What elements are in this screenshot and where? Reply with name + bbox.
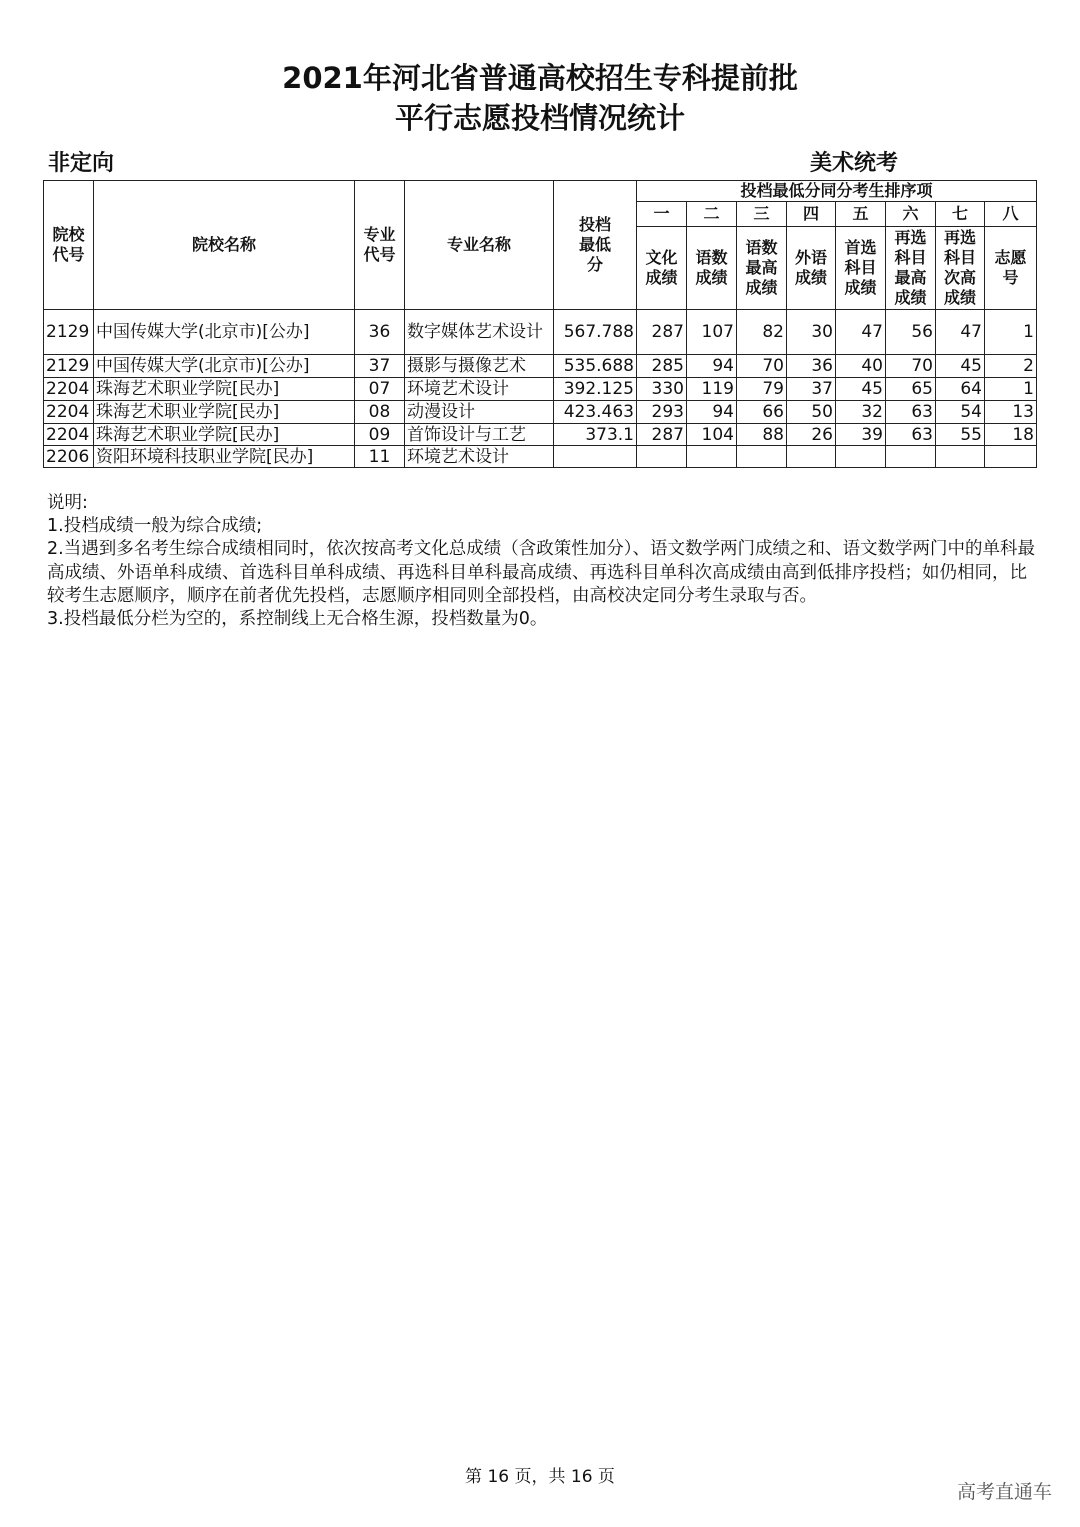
major-name-cell: 摄影与摄像艺术	[405, 355, 554, 378]
table-row	[44, 424, 1037, 446]
header-min-score: 投档最低分	[554, 181, 637, 310]
major-code-cell: 07	[355, 378, 405, 401]
major-code-cell: 09	[355, 424, 405, 446]
sort-value-cell: 1	[985, 310, 1037, 355]
header-ordinal: 一	[637, 202, 687, 227]
sort-value-cell	[787, 446, 836, 468]
table-row	[44, 401, 1037, 424]
sort-value-cell: 293	[637, 401, 687, 424]
school-code-cell: 2204	[44, 401, 94, 424]
school-code-cell: 2206	[44, 446, 94, 468]
header-ordinal: 五	[836, 202, 886, 227]
sort-value-cell: 82	[737, 310, 787, 355]
header-ordinal: 六	[886, 202, 936, 227]
sort-value-cell: 37	[787, 378, 836, 401]
major-name-cell: 动漫设计	[405, 401, 554, 424]
header-major-code: 专业代号	[355, 181, 405, 310]
header-ordinal: 四	[787, 202, 836, 227]
school-name-cell: 珠海艺术职业学院[民办]	[94, 378, 355, 401]
major-name-cell: 环境艺术设计	[405, 378, 554, 401]
sort-value-cell: 45	[936, 355, 985, 378]
header-school-name: 院校名称	[94, 181, 355, 310]
header-school-code: 院校代号	[44, 181, 94, 310]
header-sort-item: 志愿号	[985, 227, 1037, 310]
sort-value-cell: 2	[985, 355, 1037, 378]
major-name-cell: 首饰设计与工艺	[405, 424, 554, 446]
header-ordinal: 三	[737, 202, 787, 227]
sort-value-cell: 94	[687, 401, 737, 424]
sort-value-cell: 330	[637, 378, 687, 401]
sort-value-cell	[886, 446, 936, 468]
header-sort-item: 文化成绩	[637, 227, 687, 310]
sort-value-cell	[737, 446, 787, 468]
sort-value-cell: 56	[886, 310, 936, 355]
min-score-cell: 373.1	[554, 424, 637, 446]
note-line: 说明:	[47, 493, 88, 513]
sort-value-cell: 66	[737, 401, 787, 424]
sort-value-cell: 64	[936, 378, 985, 401]
major-code-cell: 36	[355, 310, 405, 355]
school-code-cell: 2129	[44, 310, 94, 355]
sort-value-cell: 119	[687, 378, 737, 401]
watermark: 高考直通车	[956, 1481, 1052, 1503]
table-row	[44, 446, 1037, 468]
school-name-cell: 珠海艺术职业学院[民办]	[94, 401, 355, 424]
sort-value-cell: 30	[787, 310, 836, 355]
sort-value-cell: 107	[687, 310, 737, 355]
title-line-2: 平行志愿投档情况统计	[394, 101, 685, 135]
sort-value-cell	[936, 446, 985, 468]
school-name-cell: 珠海艺术职业学院[民办]	[94, 424, 355, 446]
sort-value-cell: 40	[836, 355, 886, 378]
header-ordinal: 八	[985, 202, 1037, 227]
major-name-cell: 环境艺术设计	[405, 446, 554, 468]
sort-value-cell: 1	[985, 378, 1037, 401]
note-line: 2.当遇到多名考生综合成绩相同时，依次按高考文化总成绩（含政策性加分）、语文数学两门成绩之和、语文数学两门中的单科最高成绩、外语单科成绩、首选科目单科成绩、再选科目单科最高成绩、再选科目单科次高成绩由高到低排序投档；如仍相同，比较考生志愿顺序，顺序在前者优先投档，志愿顺序相同则全部投档，由高校决定同分考生录取与否。	[47, 539, 1035, 606]
note-line: 3.投档最低分栏为空的，系控制线上无合格生源，投档数量为0。	[47, 609, 548, 630]
sort-value-cell: 287	[637, 310, 687, 355]
page-number: 第 16 页，共 16 页	[465, 1467, 615, 1487]
sort-value-cell: 47	[936, 310, 985, 355]
sort-value-cell: 63	[886, 424, 936, 446]
sort-value-cell: 70	[886, 355, 936, 378]
table-row	[44, 355, 1037, 378]
header-sort-group: 投档最低分同分考生排序项	[637, 181, 1037, 202]
min-score-cell: 392.125	[554, 378, 637, 401]
sort-value-cell: 50	[787, 401, 836, 424]
sort-value-cell	[637, 446, 687, 468]
sort-value-cell: 285	[637, 355, 687, 378]
min-score-cell: 535.688	[554, 355, 637, 378]
header-sort-item: 语数成绩	[687, 227, 737, 310]
school-name-cell: 资阳环境科技职业学院[民办]	[94, 446, 355, 468]
sort-value-cell: 94	[687, 355, 737, 378]
sort-value-cell: 287	[637, 424, 687, 446]
title-line-1: 2021年河北省普通高校招生专科提前批	[282, 61, 798, 95]
note-line: 1.投档成绩一般为综合成绩;	[47, 516, 263, 537]
admission-table	[43, 180, 1037, 468]
school-code-cell: 2204	[44, 424, 94, 446]
header-major-name: 专业名称	[405, 181, 554, 310]
header-sort-item: 再选科目最高成绩	[886, 227, 936, 310]
sort-value-cell: 13	[985, 401, 1037, 424]
sort-value-cell: 47	[836, 310, 886, 355]
subject-label: 美术统考	[810, 151, 899, 176]
sort-value-cell: 26	[787, 424, 836, 446]
header-ordinal: 二	[687, 202, 737, 227]
school-code-cell: 2129	[44, 355, 94, 378]
sort-value-cell: 36	[787, 355, 836, 378]
sort-value-cell: 79	[737, 378, 787, 401]
sort-value-cell: 88	[737, 424, 787, 446]
category-label: 非定向	[48, 151, 115, 176]
sort-value-cell: 54	[936, 401, 985, 424]
notes	[47, 492, 1037, 631]
min-score-cell: 423.463	[554, 401, 637, 424]
major-code-cell: 37	[355, 355, 405, 378]
sort-value-cell	[836, 446, 886, 468]
sort-value-cell: 63	[886, 401, 936, 424]
sort-value-cell: 39	[836, 424, 886, 446]
sort-value-cell: 45	[836, 378, 886, 401]
header-sort-item: 首选科目成绩	[836, 227, 886, 310]
sort-value-cell: 104	[687, 424, 737, 446]
sort-value-cell	[985, 446, 1037, 468]
school-code-cell: 2204	[44, 378, 94, 401]
header-sort-item: 再选科目次高成绩	[936, 227, 985, 310]
sort-value-cell: 18	[985, 424, 1037, 446]
major-code-cell: 08	[355, 401, 405, 424]
min-score-cell: 567.788	[554, 310, 637, 355]
header-sort-item: 语数最高成绩	[737, 227, 787, 310]
min-score-cell	[554, 446, 637, 468]
sort-value-cell: 32	[836, 401, 886, 424]
sort-value-cell: 65	[886, 378, 936, 401]
header-ordinal: 七	[936, 202, 985, 227]
sort-value-cell: 55	[936, 424, 985, 446]
table-row	[44, 310, 1037, 355]
header-sort-item: 外语成绩	[787, 227, 836, 310]
school-name-cell: 中国传媒大学(北京市)[公办]	[94, 310, 355, 355]
school-name-cell: 中国传媒大学(北京市)[公办]	[94, 355, 355, 378]
table-row	[44, 378, 1037, 401]
sort-value-cell: 70	[737, 355, 787, 378]
major-code-cell: 11	[355, 446, 405, 468]
major-name-cell: 数字媒体艺术设计	[405, 310, 554, 355]
sort-value-cell	[687, 446, 737, 468]
